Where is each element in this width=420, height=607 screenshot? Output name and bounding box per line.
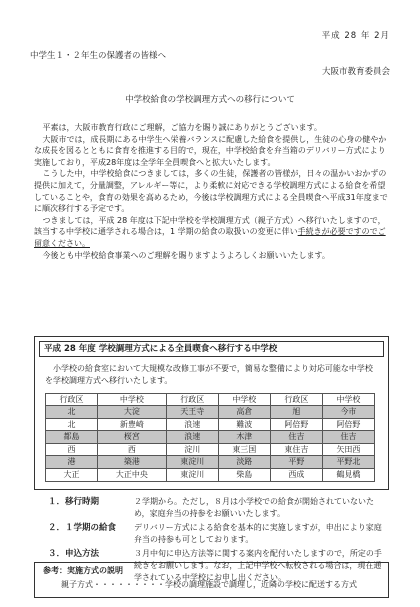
detail-text: ３月中旬に申込方法等に関する案内を配付いたしますので，所定の手続きをお願いします。なお，上記中学校へ転校される場合は，現在通学されている中学校にお申し出ください。 [134,549,382,582]
table-cell: 木津 [218,431,270,444]
recipient-line: 中学生１・２年生の保護者の皆様へ [30,51,167,61]
table-cell: 淡路 [218,456,270,469]
document-title: 中学校給食の学校調理方式への移行について [125,95,295,105]
header-cell: 行政区 [46,393,98,406]
table-cell: 柴島 [218,469,270,482]
table-cell: 西 [46,443,98,456]
table-cell: 鶴見橋 [322,469,374,482]
schools-table [45,393,375,482]
document-date: 平成 28 年 2月 [321,31,390,41]
table-cell: 矢田西 [322,443,374,456]
table-cell: 阿倍野 [322,418,374,431]
table-cell: 浪速 [166,418,218,431]
table-cell: 浪速 [166,431,218,444]
table-cell: 北 [46,418,98,431]
table-row [46,456,375,469]
table-cell: 築港 [98,456,167,469]
table-cell: 淀川 [166,443,218,456]
table-row [46,443,375,456]
table-cell: 新豊崎 [98,418,167,431]
table-cell: 東淀川 [166,456,218,469]
schools-box-intro: 小学校の給食室において大規模な改修工事が不要で，簡易な整備により対応可能な中学校を学校調理方式へ移行いたします。 [45,364,373,385]
table-cell: 阿倍野 [270,418,322,431]
table-row [46,431,375,444]
schools-box-header: 平成 28 年度 学校調理方式による全員喫食へ移行する中学校 [39,341,384,357]
table-cell: 天王寺 [166,406,218,419]
detail-text: ２学期から。ただし，８月は小学校での給食が開始されていないため，家庭弁当の持参をお願いいたします。 [134,497,374,518]
table-cell: 今市 [322,406,374,419]
table-row [46,469,375,482]
detail-label: ３．申込方法 [48,549,100,560]
table-cell: 高倉 [218,406,270,419]
table-cell: 大正中央 [98,469,167,482]
header-cell: 中学校 [218,393,270,406]
table-cell: 港 [46,456,98,469]
detail-label: １．移行時期 [48,497,100,507]
paragraph-greeting: 平素は，大阪市教育行政にご理解，ご協力を賜り誠にありがとうございます。 [42,123,322,132]
header-cell: 行政区 [166,393,218,406]
schools-box [34,336,389,490]
paragraph-background: 大阪市では，成長期にある中学生へ栄養バランスに配慮した給食を提供し，生徒の心身の健やかな成長を図るとともに食育を推進する目的で，現在，中学校給食を弁当箱のデリバリー方式により実施しており，平成28年度は全学年全員喫食へと拡大いたします。 [34,134,387,167]
table-cell: 大正 [46,469,98,482]
detail-text: デリバリー方式による給食を基本的に実施しますが，申出により家庭弁当の持参も可としております。 [134,523,382,544]
table-cell: 東三国 [218,443,270,456]
body-text [34,122,389,261]
paragraph-procedure-underlined: 手続きが必要ですのでご留意ください。 [34,227,386,248]
table-cell: 旭 [270,406,322,419]
table-cell: 住吉 [270,431,322,444]
table-cell: 平野 [270,456,322,469]
reference-note-title: 参考：実施方式の説明 [43,566,123,575]
table-cell: 北 [46,406,98,419]
schools-table-header-row [46,393,375,406]
header-cell: 中学校 [98,393,167,406]
header-cell: 中学校 [322,393,374,406]
detail-item-first-term-lunch [48,522,388,545]
header-cell: 行政区 [270,393,322,406]
table-row [46,418,375,431]
table-cell: 大淀 [98,406,167,419]
table-cell: 平野北 [322,456,374,469]
sender-line: 大阪市教育委員会 [321,67,390,77]
detail-label: ２．１学期の給食 [48,523,117,534]
table-cell: 東淀川 [166,469,218,482]
reference-note-box [34,562,389,598]
table-cell: 難波 [218,418,270,431]
table-cell: 東住吉 [270,443,322,456]
table-cell: 西 [98,443,167,456]
table-cell: 都島 [46,431,98,444]
table-row [46,406,375,419]
reference-note-text: 親子方式・・・・・・・・・学校の調理施設で調理し，近隣の学校に配送する方式 [61,579,357,589]
table-cell: 桜宮 [98,431,167,444]
paragraph-procedure-main: つきましては，平成 28 年度は下記中学校を学校調理方式（親子方式）へ移行いたしますので，該当する中学校に通学される場合は，1 学期の給食の取扱いの変更に伴い [34,215,386,237]
table-cell: 西成 [270,469,322,482]
table-cell: 住吉 [322,431,374,444]
paragraph-closing: 今後とも中学校給食事業へのご理解を賜りますようよろしくお願いいたします。 [42,250,330,260]
paragraph-plan: こうした中，中学校給食につきましては，多くの生徒，保護者の皆様が，日々の温かいおかずの提供に加えて，分量調整，アレルギー等に，より柔軟に対応できる学校調理方式による給食を希望していることや，食育の効果を高めるため，今後は学校調理方式による全員喫食へ平成31年度までに順次移行する予定です。 [34,169,388,214]
paragraph-procedure [34,215,389,250]
detail-item-timing [48,496,388,519]
